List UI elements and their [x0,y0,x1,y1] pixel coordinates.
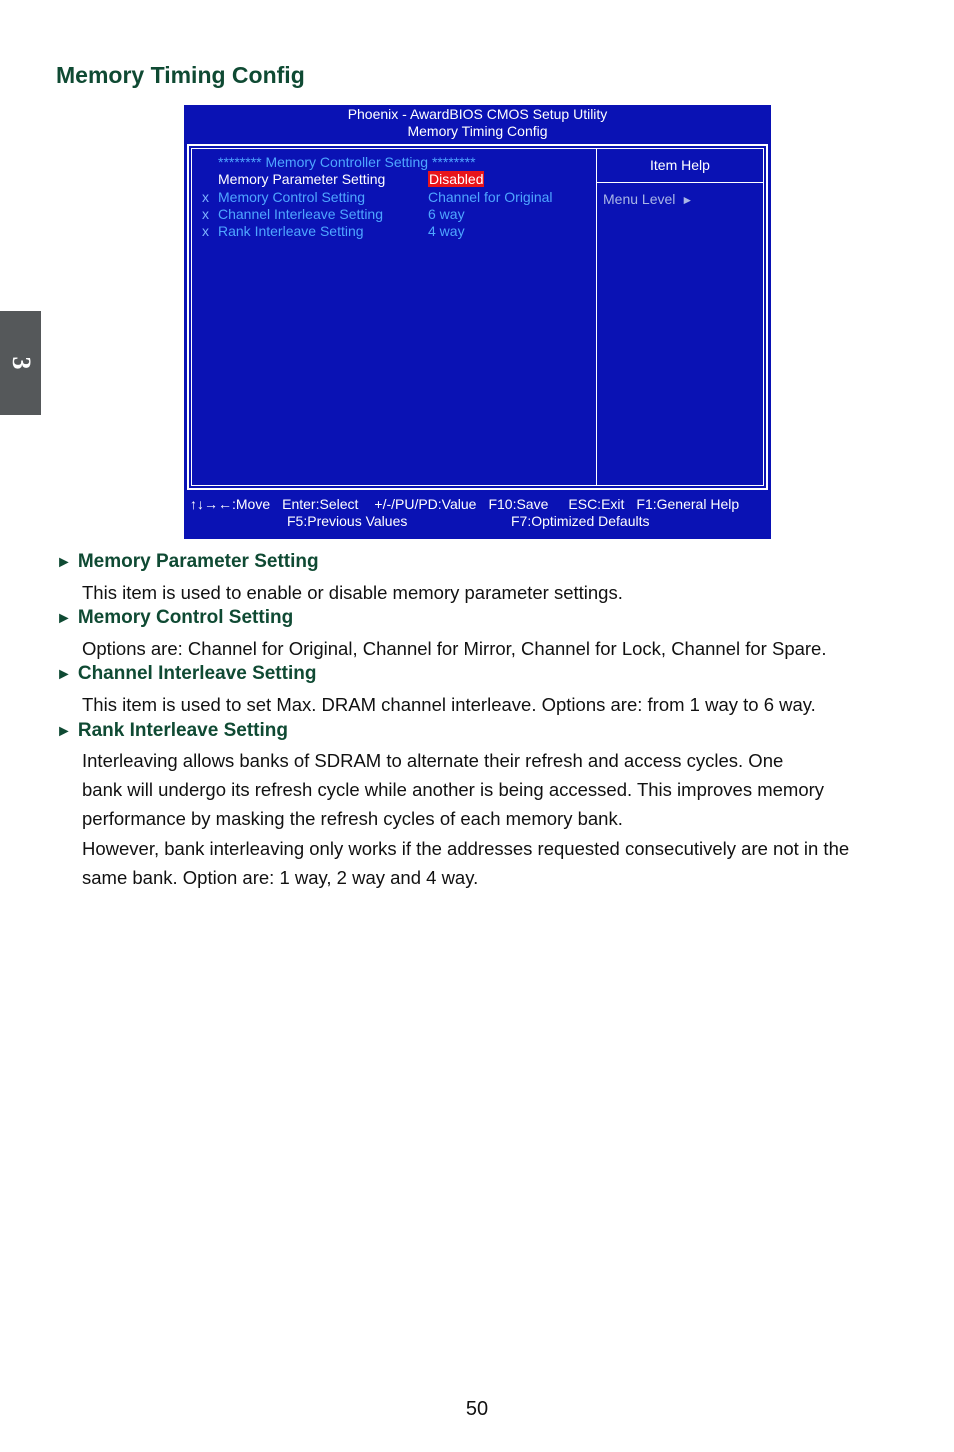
menu-level-label: Menu Level [603,191,676,207]
section-text: This item is used to set Max. DRAM channel interleave. Options are: from 1 way to 6 way. [82,694,816,715]
bios-help-separator [596,182,763,183]
section-heading-memory-control: ► Memory Control Setting [56,607,294,628]
section-text: bank will undergo its refresh cycle while another is being accessed. This improves memory [82,779,825,800]
triangle-right-icon: ► [56,554,72,571]
key-previous-values: F5:Previous Values [287,513,408,529]
bios-screenshot [184,105,771,539]
key-exit: ESC:Exit [568,496,625,512]
disabled-mark: x [202,205,209,222]
bios-section-header-label: ******** Memory Controller Setting ******** [218,154,476,170]
key-move: ↑↓→←:Move [190,496,271,512]
disabled-mark: x [202,223,209,240]
section-text: performance by masking the refresh cycles of each memory bank. [82,808,623,829]
section-text: Interleaving allows banks of SDRAM to alternate their refresh and access cycles. One [82,750,784,771]
disabled-mark: x [202,188,209,205]
key-save: F10:Save [488,496,549,512]
key-enter: Enter:Select [282,496,359,512]
triangle-right-icon: ► [681,193,694,207]
section-text: This item is used to enable or disable memory parameter settings. [82,582,623,603]
bios-setting-value-selected[interactable]: Disabled [429,171,484,188]
menu-level [603,191,693,207]
bios-setting-value: 4 way [428,223,465,240]
bios-inner-frame [191,148,764,486]
triangle-right-icon: ► [56,610,72,627]
section-text: However, bank interleaving only works if the addresses requested consecutively are not in the [82,838,850,859]
bios-setting-value: Channel for Original [428,188,553,205]
triangle-right-icon: ► [56,723,72,740]
section-text: Options are: Channel for Original, Channel for Mirror, Channel for Lock, Channel for Spare. [82,638,827,659]
chapter-number: 3 [6,356,36,370]
bios-setting-label: Memory Control Setting [218,188,366,205]
section-heading-channel-interleave: ► Channel Interleave Setting [56,663,317,684]
bios-utility-title: Phoenix - AwardBIOS CMOS Setup Utility [347,106,608,122]
triangle-right-icon: ► [56,666,72,683]
page-title: Memory Timing Config [56,62,305,88]
key-optimized-defaults: F7:Optimized Defaults [511,513,650,529]
chapter-tab [0,311,41,415]
page-number: 50 [465,1398,489,1420]
bios-menu-title: Memory Timing Config [407,123,548,139]
bios-setting-label: Rank Interleave Setting [218,223,364,240]
section-heading-memory-parameter: ► Memory Parameter Setting [56,551,319,572]
bios-divider [596,149,597,485]
key-help: F1:General Help [636,496,740,512]
section-text: same bank. Option are: 1 way, 2 way and 4 way. [82,867,479,888]
key-value: +/-/PU/PD:Value [374,496,477,512]
section-heading-rank-interleave: ► Rank Interleave Setting [56,720,288,741]
item-help-title: Item Help [650,157,710,173]
bios-frame [187,144,768,490]
bios-setting-label: Memory Parameter Setting [218,171,386,188]
bios-header [184,105,771,140]
bios-setting-value: 6 way [428,205,465,222]
bios-setting-label: Channel Interleave Setting [218,205,383,222]
